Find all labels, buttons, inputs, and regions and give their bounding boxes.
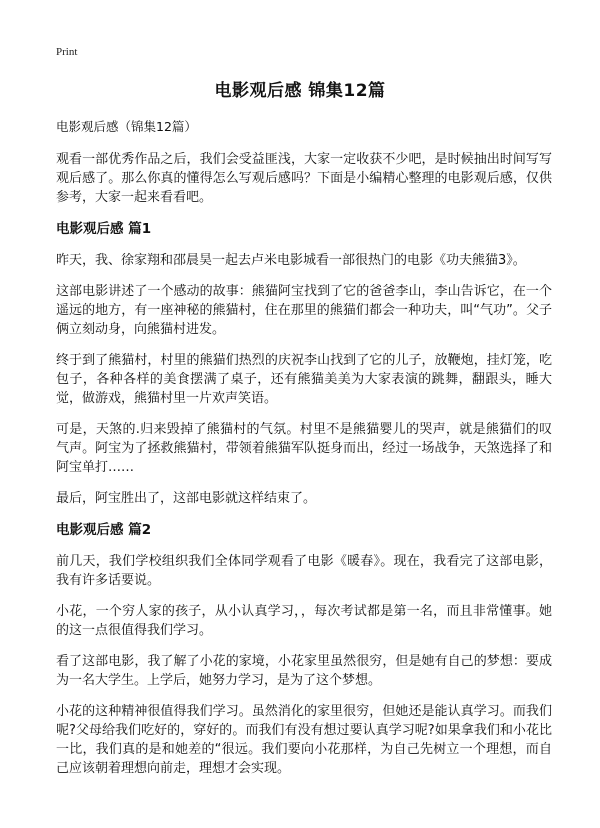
intro-paragraph: 观看一部优秀作品之后，我们会受益匪浅，大家一定收获不少吧，是时候抽出时间写写观后感了。那么你真的懂得怎么写观后感吗？下面是小编精心整理的电影观后感，仅供参考，大家一起来看看吧。 [56, 152, 552, 205]
paragraph: 终于到了熊猫村，村里的熊猫们热烈的庆祝李山找到了它的儿子，放鞭炮，挂灯笼，吃包子，各种各样的美食摆满了桌子，还有熊猫美美为大家表演的跳舞，翻跟头，睡大觉，做游戏，熊猫村里一片欢声笑语。 [56, 353, 552, 406]
paragraph: 昨天，我、徐家翔和邵晨昊一起去卢米电影城看一部很热门的电影《功夫熊猫3》。 [56, 253, 526, 268]
section-heading: 电影观后感 篇1 [56, 221, 152, 237]
paragraph: 这部电影讲述了一个感动的故事：熊猫阿宝找到了它的爸爸李山，李山告诉它，在一个遥远的地方，有一座神秘的熊猫村，住在那里的熊猫们都会一种功夫，叫“气功”。父子俩立刻动身，向熊猫村进发。 [56, 284, 552, 337]
paragraph: 前几天，我们学校组织我们全体同学观看了电影《暖春》。现在，我看完了这部电影，我有许多话要说。 [56, 554, 552, 588]
paragraph: 看了这部电影，我了解了小花的家境，小花家里虽然很穷，但是她有自己的梦想：要成为一名大学生。上学后，她努力学习，是为了这个梦想。 [56, 654, 552, 688]
paragraph: 小花的这种精神很值得我们学习。虽然消化的家里很穷，但她还是能认真学习。而我们呢?父母给我们吃好的，穿好的。而我们有没有想过要认真学习呢?如果拿我们和小花比一比，我们真的是和她差的“很远。我们要向小花那样，为自己先树立一个理想，而自己应该朝着理想向前走，理想才会实现。 [56, 704, 552, 776]
section-2 [56, 520, 552, 778]
section-1 [56, 219, 552, 508]
paragraph: 小花，一个穷人家的孩子，从小认真学习，，每次考试都是第一名，而且非常懂事。她的这一点很值得我们学习。 [56, 604, 552, 638]
article-body [56, 118, 552, 790]
paragraph: 可是，天煞的.归来毁掉了熊猫村的气氛。村里不是熊猫婴儿的哭声，就是熊猫们的叹气声。阿宝为了拯救熊猫村，带领着熊猫军队挺身而出，经过一场战争，天煞选择了和阿宝单打…… [56, 422, 552, 475]
article-subtitle: 电影观后感（锦集12篇） [56, 119, 197, 134]
page-title: 电影观后感 锦集12篇 [214, 81, 386, 101]
print-link[interactable]: Print [56, 46, 78, 58]
section-heading: 电影观后感 篇2 [56, 522, 152, 538]
paragraph: 最后，阿宝胜出了，这部电影就这样结束了。 [56, 491, 317, 506]
